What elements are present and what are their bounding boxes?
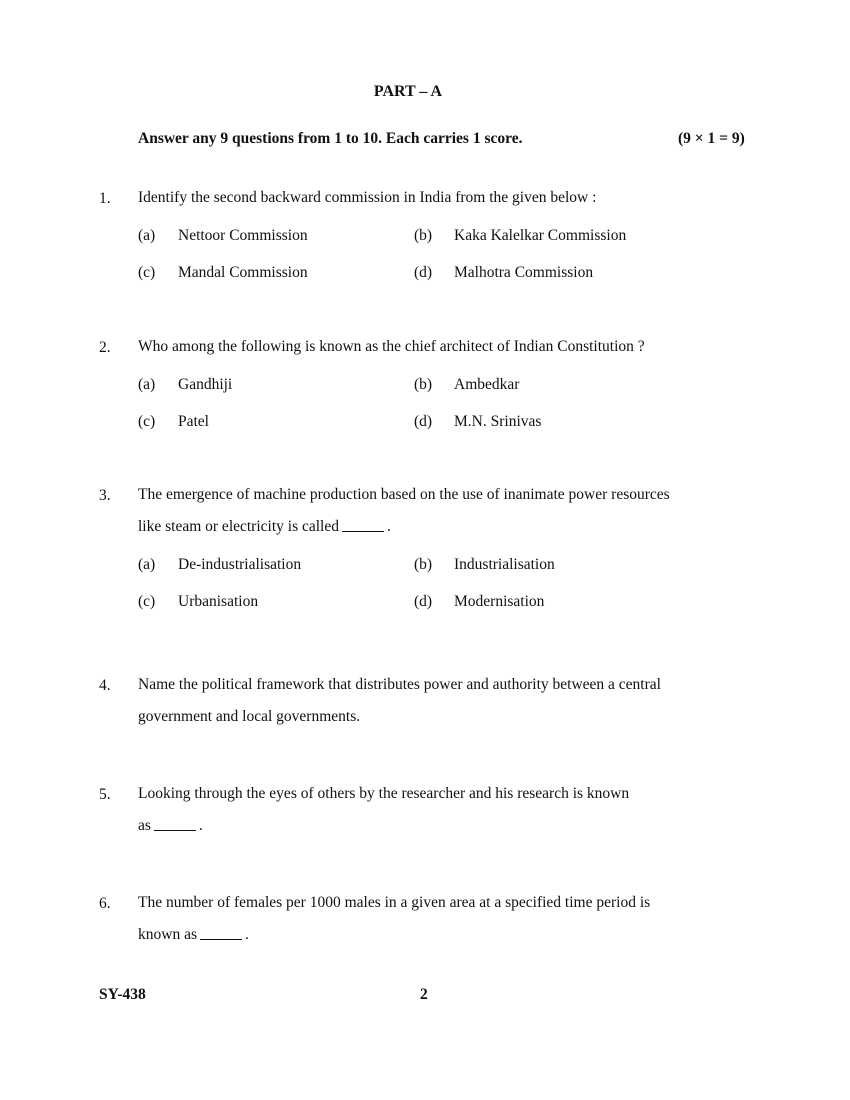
question-text-fragment: as — [138, 817, 151, 834]
option-label: (d) — [414, 413, 433, 430]
option-text: Industrialisation — [454, 556, 555, 573]
answer-blank — [200, 938, 242, 940]
option-text: De-industrialisation — [178, 556, 302, 573]
option-label: (a) — [138, 556, 156, 573]
question-text-fragment: known as — [138, 926, 197, 943]
paper-code: SY-438 — [99, 986, 146, 1003]
option-text: Patel — [178, 413, 209, 430]
question-text-line: The emergence of machine production based on the use of inanimate power resources — [138, 486, 670, 503]
option-text: Kaka Kalelkar Commission — [454, 227, 627, 244]
question-number: 4. — [99, 677, 111, 694]
option-text: Gandhiji — [178, 376, 233, 393]
answer-blank — [342, 530, 384, 532]
question-text-line: Looking through the eyes of others by the researcher and his research is known — [138, 785, 630, 802]
option-text: Mandal Commission — [178, 264, 308, 281]
question-text-line: as . — [138, 817, 203, 834]
question-text — [138, 182, 716, 214]
option-text: Modernisation — [454, 593, 545, 610]
question-number: 6. — [99, 895, 111, 912]
question-text-line: Who among the following is known as the chief architect of Indian Constitution ? — [138, 338, 645, 355]
instruction: Answer any 9 questions from 1 to 10. Each carries 1 score. — [138, 130, 523, 147]
option-label: (c) — [138, 413, 156, 430]
page-number: 2 — [420, 986, 428, 1003]
question-number: 1. — [99, 190, 111, 207]
option-text: M.N. Srinivas — [454, 413, 542, 430]
question-text — [138, 331, 716, 363]
option-text: Ambedkar — [454, 376, 520, 393]
question-text — [138, 887, 716, 951]
option-label: (b) — [414, 556, 433, 573]
question-text — [138, 479, 716, 543]
question-text-line: The number of females per 1000 males in a given area at a specified time period is — [138, 894, 651, 911]
question-text — [138, 669, 716, 733]
option-text: Malhotra Commission — [454, 264, 594, 281]
question-text — [138, 778, 716, 842]
option-label: (d) — [414, 593, 433, 610]
marks-allocation: (9 × 1 = 9) — [678, 130, 745, 147]
option-label: (c) — [138, 264, 156, 281]
question-text-line: Name the political framework that distributes power and authority between a central — [138, 676, 661, 693]
option-label: (b) — [414, 376, 433, 393]
option-label: (a) — [138, 227, 156, 244]
option-label: (d) — [414, 264, 433, 281]
question-text-fragment: like steam or electricity is called — [138, 518, 339, 535]
answer-blank — [154, 829, 196, 831]
question-number: 5. — [99, 786, 111, 803]
question-text-line: Identify the second backward commission in India from the given below : — [138, 189, 597, 206]
option-label: (a) — [138, 376, 156, 393]
option-label: (b) — [414, 227, 433, 244]
question-text-line: like steam or electricity is called . — [138, 518, 391, 535]
option-text: Urbanisation — [178, 593, 259, 610]
question-number: 2. — [99, 339, 111, 356]
question-text-line: government and local governments. — [138, 708, 361, 725]
question-number: 3. — [99, 487, 111, 504]
question-text-line: known as . — [138, 926, 249, 943]
part-title: PART – A — [373, 83, 443, 100]
option-text: Nettoor Commission — [178, 227, 308, 244]
option-label: (c) — [138, 593, 156, 610]
